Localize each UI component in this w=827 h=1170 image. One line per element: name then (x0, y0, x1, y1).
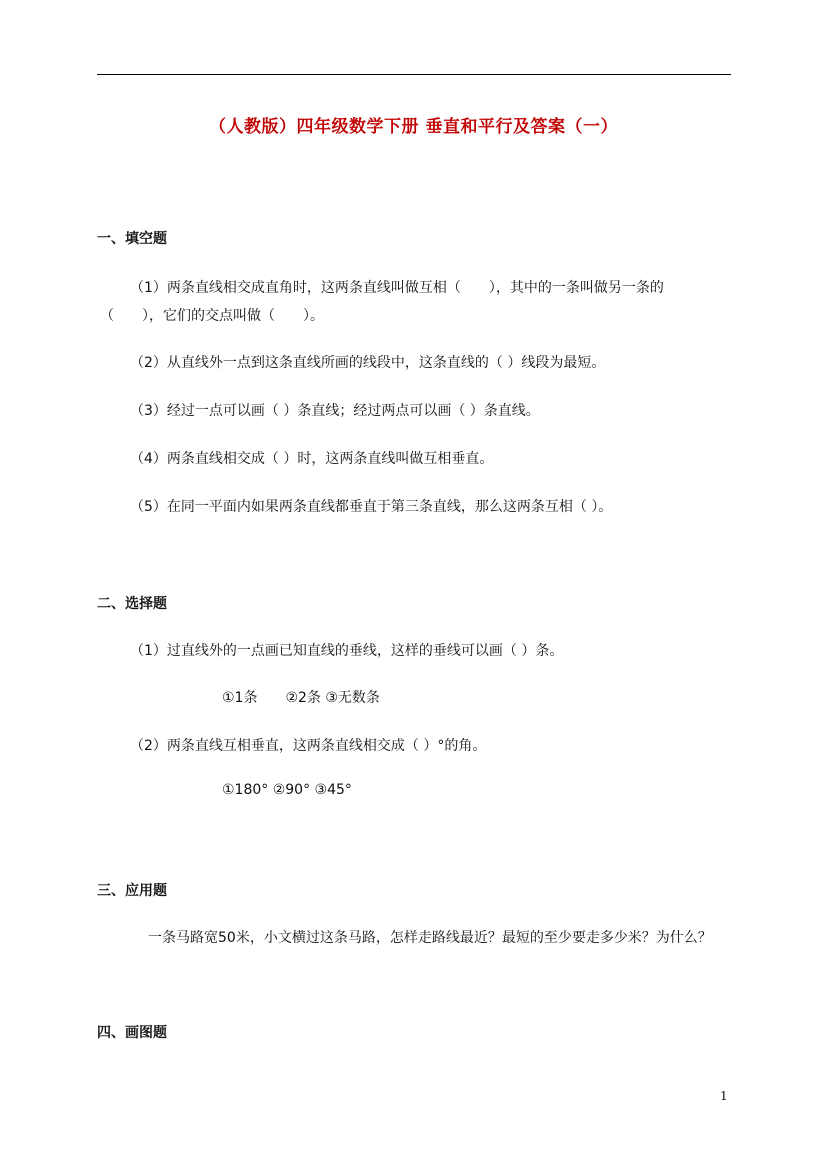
choice-question-2-options: ①180° ②90° ③45° (222, 782, 352, 798)
application-question-1: 一条马路宽50米，小文横过这条马路，怎样走路线最近？最短的至少要走多少米？为什么？ (148, 930, 712, 946)
fill-question-3: （3）经过一点可以画（ ）条直线；经过两点可以画（ ）条直线。 (130, 403, 540, 419)
fill-question-2: （2）从直线外一点到这条直线所画的线段中，这条直线的（ ）线段为最短。 (130, 355, 606, 371)
fill-question-1-line-1: （1）两条直线相交成直角时，这两条直线叫做互相（ ），其中的一条叫做另一条的 (130, 280, 664, 296)
document-title: （人教版）四年级数学下册 垂直和平行及答案（一） (209, 117, 618, 137)
fill-question-4: （4）两条直线相交成（ ）时，这两条直线叫做互相垂直。 (130, 451, 494, 467)
header-rule (97, 74, 731, 75)
section-heading-fill: 一、填空题 (97, 231, 167, 247)
fill-question-5: （5）在同一平面内如果两条直线都垂直于第三条直线，那么这两条互相（ ）。 (130, 499, 613, 515)
section-heading-drawing: 四、画图题 (97, 1025, 167, 1041)
fill-question-1-line-2: （ ），它们的交点叫做（ ）。 (100, 308, 324, 324)
choice-question-1: （1）过直线外的一点画已知直线的垂线，这样的垂线可以画（ ）条。 (130, 643, 564, 659)
choice-question-2: （2）两条直线互相垂直，这两条直线相交成（ ）°的角。 (130, 738, 487, 754)
page-number: 1 (720, 1089, 728, 1103)
choice-question-1-options: ①1条 ②2条 ③无数条 (222, 690, 380, 706)
section-heading-application: 三、应用题 (97, 883, 167, 899)
section-heading-choice: 二、选择题 (97, 596, 167, 612)
